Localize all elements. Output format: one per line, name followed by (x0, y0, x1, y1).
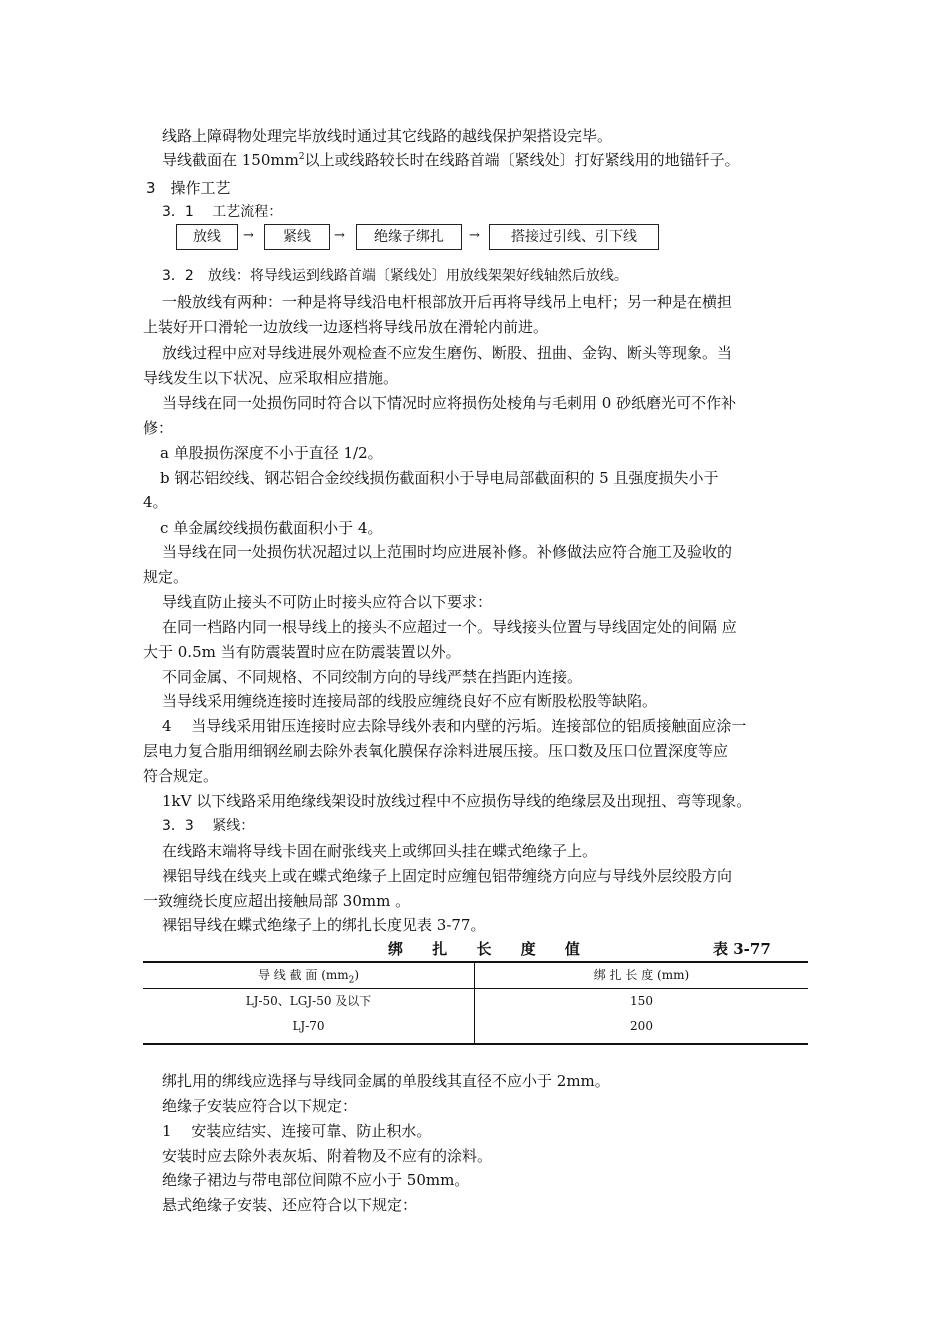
paragraph: 在同一档路内同一根导线上的接头不应超过一个。导线接头位置与导线固定处的间隔 应 (162, 618, 737, 636)
subscript: 2 (348, 975, 355, 986)
superscript: 2 (298, 152, 305, 162)
paragraph: 当导线采用缠绕连接时连接局部的线股应缠绕良好不应有断股松股等缺陷。 (162, 692, 658, 710)
section-heading-3-3: 3．3 紧线： (162, 818, 255, 834)
paragraph: 安装时应去除外表灰垢、附着物及不应有的涂料。 (162, 1147, 493, 1165)
flow-arrow-icon: → (243, 228, 254, 243)
paragraph: 符合规定。 (143, 767, 219, 785)
paragraph: 上装好开口滑轮一边放线一边逐档将导线吊放在滑轮内前进。 (143, 318, 549, 336)
table-cell-section: LJ-50、LGJ-50 及以下 (245, 994, 372, 1008)
list-item-b: b 钢芯铝绞线、钢芯铝合金绞线损伤截面积小于导电局部截面积的 5 且强度损失小于 (160, 469, 719, 487)
binding-length-table (143, 961, 808, 1045)
paragraph: 在线路末端将导线卡固在耐张线夹上或绑回头挂在蝶式绝缘子上。 (162, 842, 598, 860)
list-item-a: a 单股损伤深度不小于直径 1/2。 (160, 444, 383, 462)
paragraph: 悬式绝缘子安装、还应符合以下规定： (162, 1196, 418, 1214)
flow-arrow-icon: → (334, 228, 345, 243)
table-title: 绑 扎 长 度 值 (388, 940, 592, 958)
paragraph: 一般放线有两种：一种是将导线沿电杆根部放开后再将导线吊上电杆；另一种是在横担 (162, 293, 733, 311)
paragraph: 一致缠绕长度应超出接触局部 30mm 。 (143, 892, 411, 910)
text: 导 线 截 面 (mm (257, 968, 349, 982)
flow-step-2: 紧线 (264, 224, 330, 250)
list-item-c: c 单金属绞线损伤截面积小于 4。 (160, 519, 383, 537)
table-number: 表 3-77 (713, 940, 771, 958)
table-header-section (143, 964, 474, 986)
table-cell-length: 200 (630, 1019, 653, 1033)
flow-step-1: 放线 (176, 224, 238, 250)
flow-arrow-icon: → (469, 228, 480, 243)
paragraph: 绝缘子裙边与带电部位间隙不应小于 50mm。 (162, 1171, 470, 1189)
paragraph: 线路上障碍物处理完毕放线时通过其它线路的越线保护架搭设完毕。 (162, 127, 613, 145)
paragraph: 修： (143, 419, 174, 437)
flow-step-4: 搭接过引线、引下线 (489, 224, 659, 250)
paragraph: 导线直防止接头不可防止时接头应符合以下要求： (162, 593, 493, 611)
paragraph: 规定。 (143, 568, 189, 586)
paragraph: 当导线在同一处损伤同时符合以下情况时应将损伤处棱角与毛刺用 0 砂纸磨光可不作补 (162, 394, 737, 412)
flow-step-3: 绝缘子绑扎 (356, 224, 462, 250)
paragraph: 大于 0.5m 当有防震装置时应在防震装置以外。 (143, 643, 461, 661)
table-cell-length: 150 (630, 994, 653, 1008)
section-heading-3: 3 操作工艺 (146, 179, 231, 197)
paragraph: 绑扎用的绑线应选择与导线同金属的单股线其直径不应小于 2mm。 (162, 1072, 610, 1090)
section-heading-3-1: 3．1 工艺流程： (162, 204, 283, 220)
section-heading-3-2: 3．2 放线：将导线运到线路首端〔紧线处〕用放线架架好线轴然后放线。 (162, 268, 628, 284)
text: ) (354, 968, 360, 982)
paragraph: 层电力复合脂用细钢丝刷去除外表氧化膜保存涂料进展压接。压口数及压口位置深度等应 (143, 742, 729, 760)
paragraph: 导线发生以下状况、应采取相应措施。 (143, 369, 399, 387)
paragraph: 放线过程中应对导线进展外观检查不应发生磨伤、断股、扭曲、金钩、断头等现象。当 (162, 344, 733, 362)
text: 以上或线路较长时在线路首端〔紧线处〕打好紧线用的地锚钎子。 (304, 151, 740, 169)
paragraph: 1 安装应结实、连接可靠、防止积水。 (162, 1122, 432, 1140)
paragraph: 4 当导线采用钳压连接时应去除导线外表和内壁的污垢。连接部位的铝质接触面应涂一 (162, 717, 747, 735)
paragraph: 裸铝导线在线夹上或在蝶式绝缘子上固定时应缠包铝带缠绕方向应与导线外层绞股方向 (162, 867, 733, 885)
list-item-b-cont: 4。 (143, 493, 168, 511)
paragraph (162, 148, 830, 172)
paragraph: 1kV 以下线路采用绝缘线架设时放线过程中不应损伤导线的绝缘层及出现扭、弯等现象。 (162, 792, 752, 810)
paragraph: 不同金属、不同规格、不同绞制方向的导线严禁在挡距内连接。 (162, 668, 583, 686)
table-header-length: 绑 扎 长 度 (mm) (593, 968, 690, 982)
text: 导线截面在 150mm (162, 151, 299, 169)
paragraph: 当导线在同一处损伤状况超过以上范围时均应进展补修。补修做法应符合施工及验收的 (162, 543, 733, 561)
header-divider (143, 988, 808, 989)
table-cell-section: LJ-70 (292, 1019, 325, 1033)
paragraph: 绝缘子安装应符合以下规定： (162, 1097, 358, 1115)
paragraph: 裸铝导线在蝶式绝缘子上的绑扎长度见表 3-77。 (162, 916, 486, 934)
